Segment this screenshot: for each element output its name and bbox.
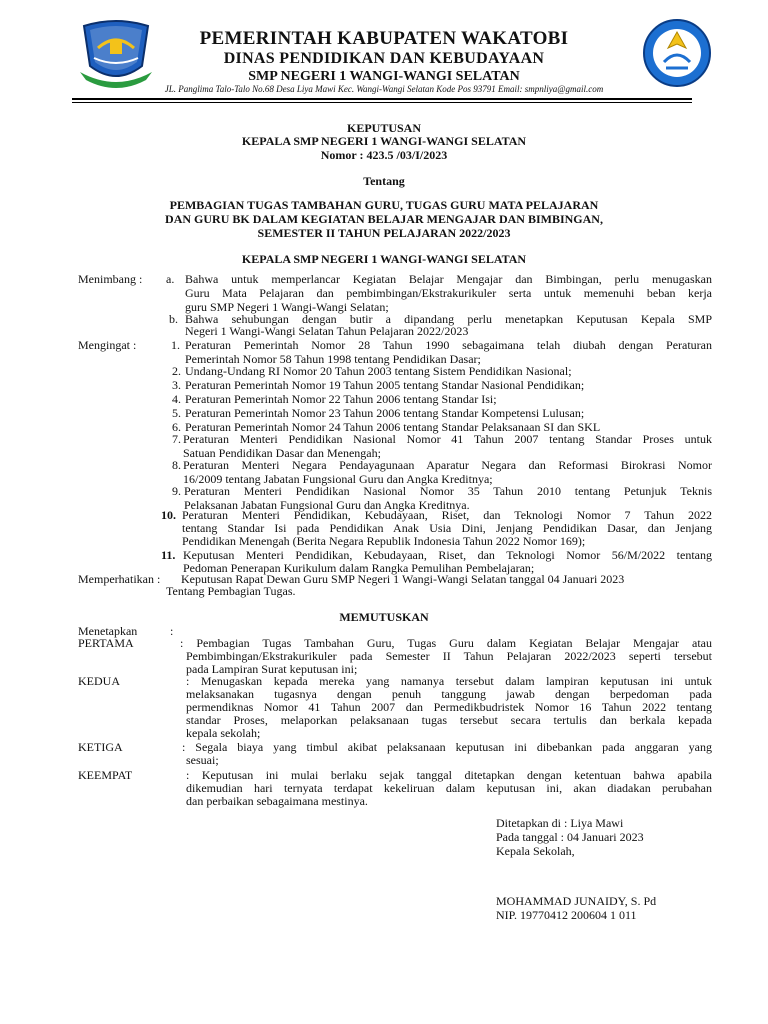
decision-continuation: dan perbaikan sebagaimana mestinya.	[186, 794, 368, 808]
decision-continuation: sesuai;	[186, 753, 219, 767]
menimbang-b-mark: b.	[169, 312, 178, 326]
menimbang-a-mark: a.	[166, 272, 175, 286]
mengingat-item-text: Peraturan Menteri Pendidikan Nasional Nomor 41 Tahun 2007 tentang Standar Proses untuk	[183, 432, 712, 446]
mengingat-item-continuation: tentang Standar Isi pada Pendidikan Anak Usia Dini, Jenjang Pendidikan Dasar, dan Jenjang	[182, 521, 712, 535]
header-double-rule	[72, 98, 692, 100]
mengingat-item-text: Peraturan Menteri Pendidikan, Kebudayaan, Riset, dan Teknologi Nomor 7 Tahun 2022	[182, 508, 712, 522]
mengingat-item-continuation: Pemerintah Nomor 58 Tahun 1998 tentang Pendidikan Dasar;	[185, 352, 481, 366]
subject-line-2: DAN GURU BK DALAM KEGIATAN BELAJAR MENGAJAR DAN BIMBINGAN,	[165, 212, 603, 226]
decision-text: : Keputusan ini mulai berlaku sejak tanggal ditetapkan dengan ketentuan bahwa apabila	[186, 768, 712, 782]
mengingat-item-number: 1.	[171, 338, 180, 352]
mengingat-item-continuation: Satuan Pendidikan Dasar dan Menengah;	[183, 446, 381, 460]
decision-continuation: kepala sekolah;	[186, 726, 261, 740]
decision-continuation: dikemudian hari ternyata terdapat kekeliruan dalam keputusan ini, akan diadakan perubahan	[186, 781, 712, 795]
mengingat-item-text: Peraturan Pemerintah Nomor 22 Tahun 2006 tentang Standar Isi;	[185, 392, 497, 406]
mengingat-item-text: Peraturan Pemerintah Nomor 19 Tahun 2005 tentang Standar Nasional Pendidikan;	[185, 378, 585, 392]
menetapkan-label: Menetapkan	[78, 624, 138, 638]
decision-label: KEDUA	[78, 674, 120, 688]
signatory-name: MOHAMMAD JUNAIDY, S. Pd	[496, 894, 657, 908]
mengingat-item-text: Peraturan Pemerintah Nomor 24 Tahun 2006 tentang Standar Pelaksanaan SI dan SKL	[185, 420, 601, 434]
tentang-heading: Tentang	[363, 174, 405, 188]
mengingat-item-text: Peraturan Menteri Pendidikan Nasional Nomor 35 Tahun 2010 tentang Petunjuk Teknis	[184, 484, 712, 498]
mengingat-item-number: 5.	[172, 406, 181, 420]
decision-label: PERTAMA	[78, 636, 134, 650]
decision-label: KETIGA	[78, 740, 123, 754]
menimbang-b-text: Bahwa sehubungan dengan butir a dipandang perlu menetapkan Keputusan Kepala SMP	[185, 312, 712, 326]
decision-continuation: melaksanakan tugasnya dengan penuh tanggung jawab dengan berpedoman pada	[186, 687, 712, 701]
letterhead-government-name: PEMERINTAH KABUPATEN WAKATOBI	[199, 28, 569, 49]
mengingat-item-continuation: Pendidikan Menengah (Berita Negara Republik Indonesia Tahun 2022 Nomor 169);	[182, 534, 586, 548]
memperhatikan-label: Memperhatikan :	[78, 572, 161, 586]
letterhead-address: JL. Panglima Talo-Talo No.68 Desa Liya Mawi Kec. Wangi-Wangi Selatan Kode Pos 93791 Email: smpnliya@gmail.com	[164, 84, 604, 94]
mengingat-item-number: 2.	[172, 364, 181, 378]
decision-continuation: permendiknas Nomor 41 Tahun 2007 dan Permedikbudristek Nomor 16 Tahun 2022 tentang	[186, 700, 712, 714]
doc-number: Nomor : 423.5 /03/I/2023	[320, 148, 448, 162]
signature-place: Ditetapkan di : Liya Mawi	[496, 816, 624, 830]
memperhatikan-text: Keputusan Rapat Dewan Guru SMP Negeri 1 Wangi-Wangi Selatan tanggal 04 Januari 2023	[181, 572, 625, 586]
mengingat-item-number: 8.	[172, 458, 181, 472]
mengingat-item-number: 9.	[172, 484, 181, 498]
menimbang-label: Menimbang :	[78, 272, 143, 286]
doc-issuer: KEPALA SMP NEGERI 1 WANGI-WANGI SELATAN	[241, 134, 527, 148]
authority-heading: KEPALA SMP NEGERI 1 WANGI-WANGI SELATAN	[241, 252, 527, 266]
letterhead-school-name: SMP NEGERI 1 WANGI-WANGI SELATAN	[248, 69, 520, 84]
mengingat-item-number: 6.	[172, 420, 181, 434]
mengingat-item-continuation: Pedoman Penerapan Kurikulum dalam Rangka Pemulihan Pembelajaran;	[183, 561, 535, 575]
decision-text: : Segala biaya yang timbul akibat pelaksanaan keputusan ini dibebankan pada anggaran yang	[182, 740, 712, 754]
mengingat-item-text: Peraturan Pemerintah Nomor 28 Tahun 1990 sebagaimana telah diubah dengan Peraturan	[185, 338, 712, 352]
letterhead-agency-name: DINAS PENDIDIKAN DAN KEBUDAYAAN	[223, 50, 545, 67]
mengingat-label: Mengingat :	[78, 338, 137, 352]
decision-label: KEEMPAT	[78, 768, 133, 782]
signature-position: Kepala Sekolah,	[496, 844, 575, 858]
mengingat-item-number: 3.	[172, 378, 181, 392]
decision-continuation: Pembimbingan/Ekstrakurikuler pada Semester II Tahun Pelajaran 2022/2023 seperti tersebut	[186, 649, 712, 663]
signatory-nip: NIP. 19770412 200604 1 011	[496, 908, 637, 922]
memutuskan-heading: MEMUTUSKAN	[339, 610, 429, 624]
mengingat-item-number: 4.	[172, 392, 181, 406]
decision-continuation: pada Lampiran Surat keputusan ini;	[186, 662, 358, 676]
subject-line-1: PEMBAGIAN TUGAS TAMBAHAN GURU, TUGAS GURU MATA PELAJARAN	[169, 198, 599, 212]
decision-text: : Menugaskan kepada mereka yang namanya tersebut dalam lampiran keputusan ini untuk	[186, 674, 712, 688]
mengingat-item-text: Keputusan Menteri Pendidikan, Kebudayaan, Riset, dan Teknologi Nomor 56/M/2022 tentang	[183, 548, 712, 562]
mengingat-item-continuation: Pelaksanan Jabatan Fungsional Guru dan Angka Kreditnya.	[184, 498, 470, 512]
mengingat-item-text: Peraturan Pemerintah Nomor 23 Tahun 2006 tentang Standar Kompetensi Lulusan;	[185, 406, 585, 420]
mengingat-item-text: Peraturan Menteri Negara Pendayagunaan Aparatur Negara dan Reformasi Birokrasi Nomor	[183, 458, 712, 472]
mengingat-item-continuation: 16/2009 tentang Jabatan Fungsional Guru dan Angka Kreditnya;	[183, 472, 493, 486]
menimbang-a-text: Bahwa untuk memperlancar Kegiatan Belajar Mengajar dan Bimbingan, perlu menugaskan	[185, 272, 712, 286]
mengingat-item-number: 10.	[161, 508, 176, 522]
decision-text: : Pembagian Tugas Tambahan Guru, Tugas Guru dalam Kegiatan Belajar Mengajar atau	[180, 636, 712, 650]
signature-date: Pada tanggal : 04 Januari 2023	[496, 830, 644, 844]
subject-line-3: SEMESTER II TAHUN PELAJARAN 2022/2023	[257, 226, 511, 240]
mengingat-item-text: Undang-Undang RI Nomor 20 Tahun 2003 tentang Sistem Pendidikan Nasional;	[185, 364, 572, 378]
mengingat-item-number: 7.	[172, 432, 181, 446]
decision-continuation: standar Proses, melaporkan pelaksanaan tugas tersebut secara tertulis dan berkala kepada	[186, 713, 712, 727]
doc-type: KEPUTUSAN	[346, 121, 421, 135]
mengingat-item-number: 11.	[161, 548, 176, 562]
